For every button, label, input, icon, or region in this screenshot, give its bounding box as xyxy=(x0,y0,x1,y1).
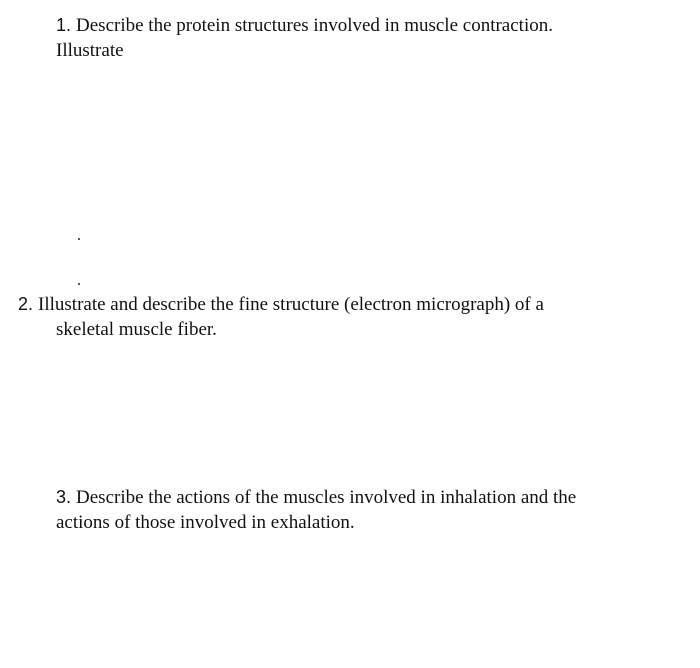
stray-dot xyxy=(78,238,80,240)
question-1-number: 1. xyxy=(56,15,72,35)
question-1-line-1 xyxy=(56,14,553,37)
question-1-text: Describe the protein structures involved in muscle contraction. xyxy=(76,15,553,36)
stray-dot xyxy=(78,283,80,285)
question-2-number: 2. xyxy=(18,294,34,314)
question-3-line-1 xyxy=(56,486,576,509)
question-2-line-2: skeletal muscle fiber. xyxy=(56,319,217,340)
question-3-line-2: actions of those involved in exhalation. xyxy=(56,512,355,533)
question-3-number: 3. xyxy=(56,487,72,507)
question-3-text: Describe the actions of the muscles involved in inhalation and the xyxy=(76,487,577,508)
question-1-line-2: Illustrate xyxy=(56,40,124,61)
question-2-text: Illustrate and describe the fine structure (electron micrograph) of a xyxy=(38,294,544,315)
question-2-line-1 xyxy=(18,293,544,316)
